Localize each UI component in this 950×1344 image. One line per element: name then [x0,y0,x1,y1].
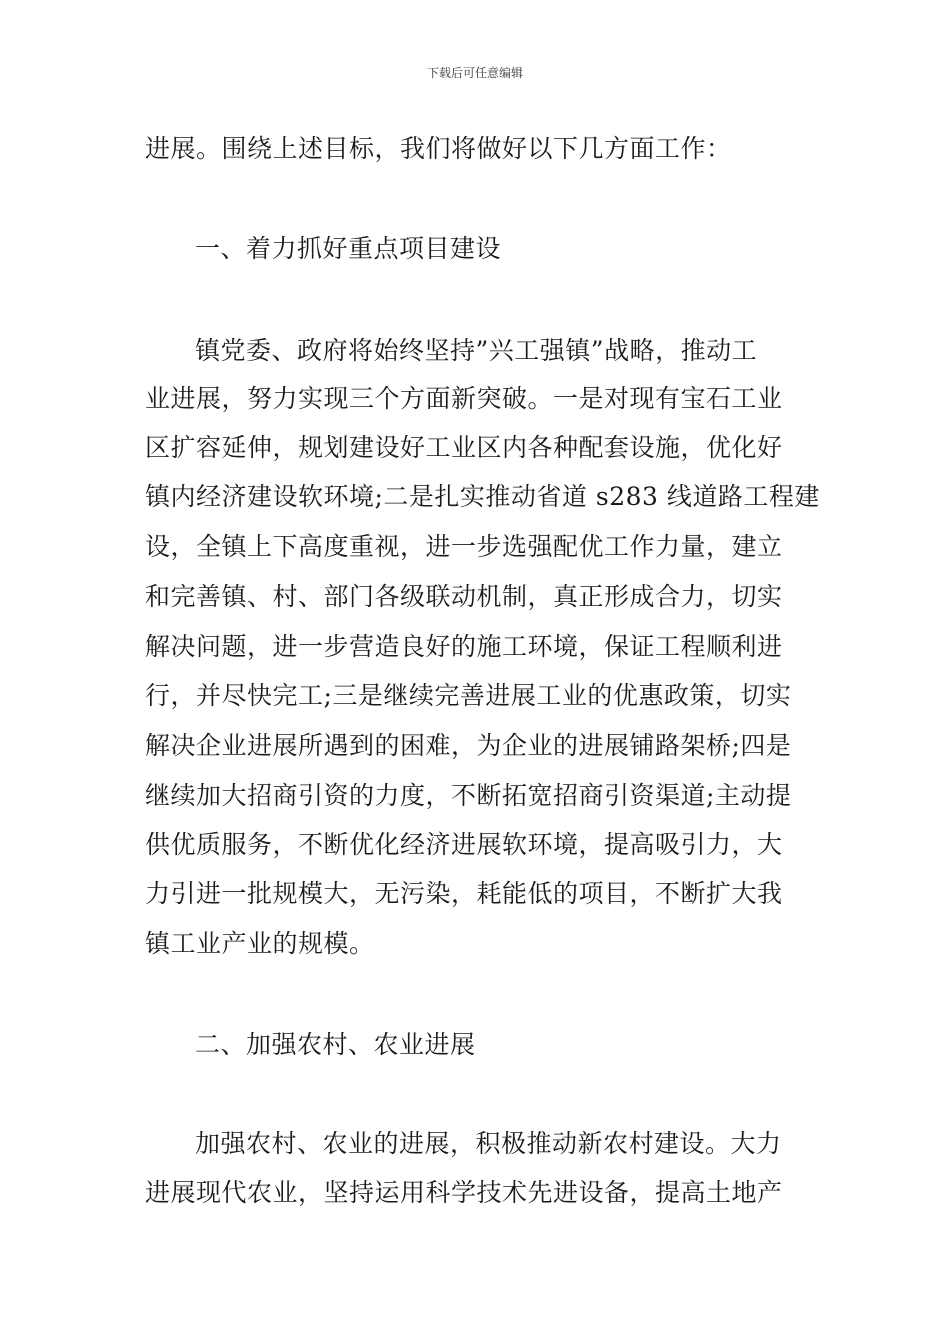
paragraph-line: 解决问题，进一步营造良好的施工环境，保证工程顺利进 [145,632,783,661]
paragraph-line: 和完善镇、村、部门各级联动机制，真正形成合力，切实 [145,582,783,611]
section-heading-1: 一、着力抓好重点项目建设 [195,234,502,263]
paragraph-line: 加强农村、农业的进展，积极推动新农村建设。大力 [195,1129,782,1158]
paragraph-line: 进展现代农业，坚持运用科学技术先进设备，提高土地产 [145,1178,783,1207]
paragraph-line: 行，并尽快完工;三是继续完善进展工业的优惠政策，切实 [145,681,792,710]
paragraph-line: 区扩容延伸，规划建设好工业区内各种配套设施，优化好 [145,433,783,462]
page-header: 下载后可任意编辑 [426,66,523,80]
section-heading-2: 二、加强农村、农业进展 [195,1030,476,1059]
intro-paragraph-line: 进展。围绕上述目标，我们将做好以下几方面工作： [145,134,732,163]
paragraph-line: 业进展，努力实现三个方面新突破。一是对现有宝石工业 [145,384,783,413]
paragraph-line: 力引进一批规模大，无污染，耗能低的项目，不断扩大我 [145,879,783,908]
paragraph-line: 镇党委、政府将始终坚持”兴工强镇”战略，推动工 [195,336,758,365]
paragraph-line: 镇工业产业的规模。 [145,929,375,958]
paragraph-line: 设，全镇上下高度重视，进一步选强配优工作力量，建立 [145,532,783,561]
paragraph-line: 解决企业进展所遇到的困难，为企业的进展铺路架桥;四是 [145,731,792,760]
paragraph-line: 镇内经济建设软环境;二是扎实推动省道 s283 线道路工程建 [145,482,820,511]
paragraph-line: 继续加大招商引资的力度，不断拓宽招商引资渠道;主动提 [145,781,792,810]
paragraph-line: 供优质服务，不断优化经济进展软环境，提高吸引力，大 [145,830,783,859]
